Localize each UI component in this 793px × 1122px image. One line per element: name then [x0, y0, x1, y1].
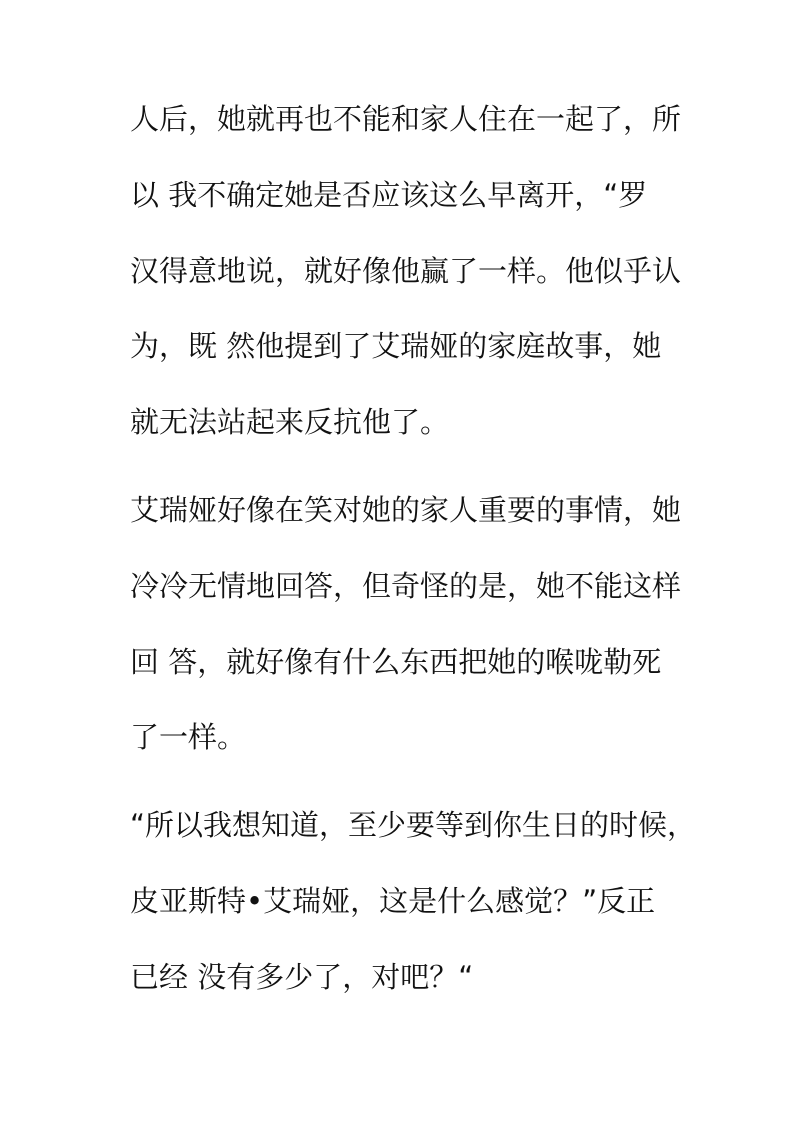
text-line: 汉得意地说，就好像他赢了一样。他似乎认	[130, 254, 682, 288]
text-line: 就无法站起来反抗他了。	[130, 405, 450, 439]
text-line: 皮亚斯特•艾瑞娅，这是什么感觉？”反正	[130, 884, 656, 918]
text-line: 以 我不确定她是否应该这么早离开，“罗	[130, 178, 648, 212]
text-line: 为，既 然他提到了艾瑞娅的家庭故事，她	[130, 329, 662, 363]
text-line: 艾瑞娅好像在笑对她的家人重要的事情，她	[130, 493, 682, 527]
text-line: 冷冷无情地回答，但奇怪的是，她不能这样	[130, 569, 682, 603]
text-line: 了一样。	[130, 720, 247, 754]
text-line: 已经 没有多少了，对吧？“	[130, 960, 474, 994]
text-line: 回 答，就好像有什么东西把她的喉咙勒死	[130, 645, 662, 679]
text-line: 人后，她就再也不能和家人住在一起了，所	[130, 102, 682, 136]
text-line: “所以我想知道，至少要等到你生日的时候，	[130, 808, 697, 842]
